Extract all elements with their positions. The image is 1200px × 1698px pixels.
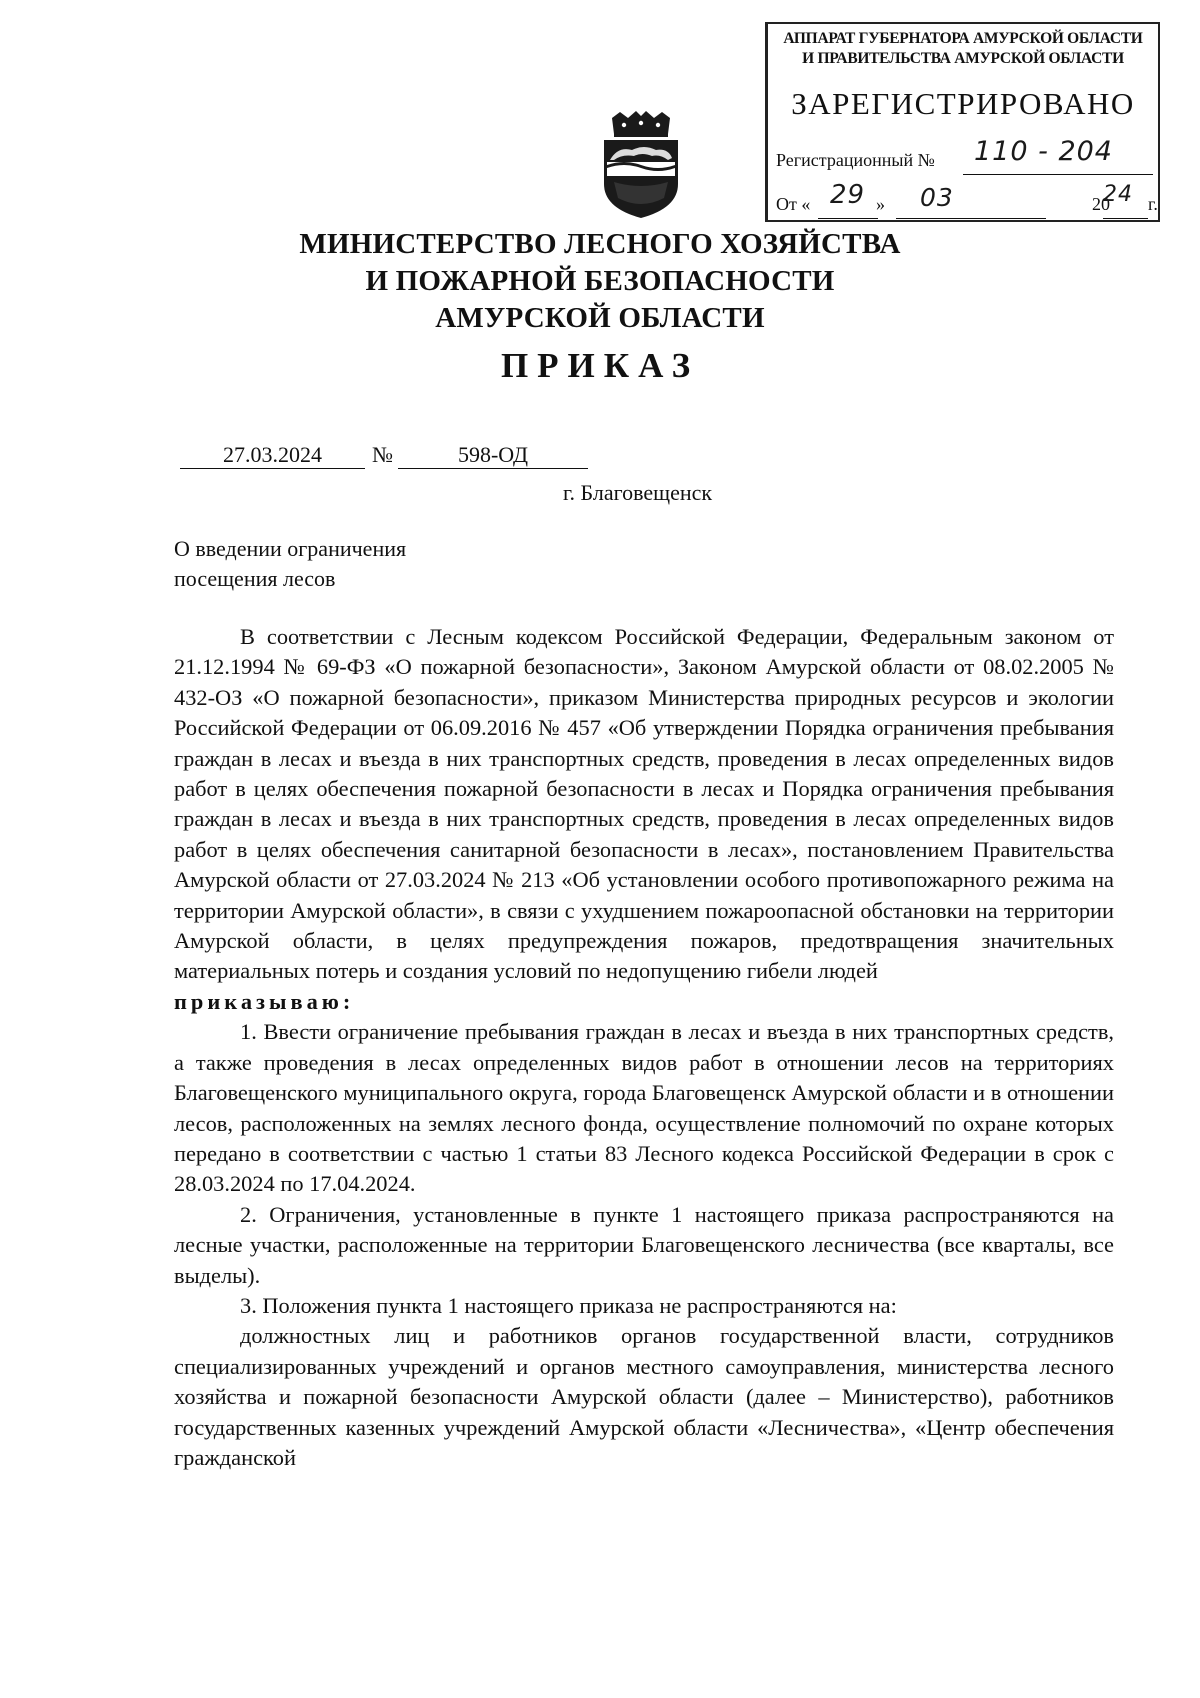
stamp-year-prefix: 20 bbox=[1092, 194, 1110, 214]
stamp-month-underline bbox=[896, 218, 1046, 219]
subject-line2: посещения лесов bbox=[174, 566, 336, 591]
order-date: 27.03.2024 bbox=[180, 442, 365, 469]
ministry-name bbox=[0, 226, 1200, 337]
stamp-org-line2: И ПРАВИТЕЛЬСТВА АМУРСКОЙ ОБЛАСТИ bbox=[802, 50, 1124, 67]
item-2-paragraph: 2. Ограничения, установленные в пункте 1 настоящего приказа распространяются на лесные участки, расположенные на территории Благовещенского лесничества (все кварталы, все выделы). bbox=[174, 1201, 1114, 1288]
order-number: 598-ОД bbox=[398, 442, 588, 469]
ministry-line1: МИНИСТЕРСТВО ЛЕСНОГО ХОЗЯЙСТВА bbox=[299, 228, 901, 260]
stamp-date-from: От « bbox=[776, 194, 811, 214]
stamp-title: ЗАРЕГИСТРИРОВАНО bbox=[791, 86, 1135, 121]
stamp-reg-number: 110 - 204 bbox=[974, 136, 1113, 167]
item-3-text-paragraph: должностных лиц и работников органов государственной власти, сотрудников специализированных учреждений и органов местного самоуправления, министерства лесного хозяйства и пожарной безопасности Амурской области (далее – Министерство), работников государственных казенных учреждений Амурской области «Лесничества», «Центр обеспечения гражданской bbox=[174, 1323, 1114, 1470]
registration-stamp bbox=[765, 22, 1160, 222]
order-city: г. Благовещенск bbox=[563, 480, 713, 505]
stamp-reg-underline bbox=[963, 174, 1153, 175]
stamp-day-underline bbox=[818, 218, 878, 219]
order-body bbox=[174, 622, 1114, 1473]
preamble-paragraph: В соответствии с Лесным кодексом Российской Федерации, Федеральным законом от 21.12.1994 № 69-ФЗ «О пожарной безопасности», Законом Амурской области от 08.02.2005 № 432-ОЗ «О пожарной безопасности», приказом Министерства природных ресурсов и экологии Российской Федерации от 06.09.2016 № 457 «Об утверждении Порядка ограничения пребывания граждан в лесах и въезда в них транспортных средств, проведения в лесах определенных видов работ в целях обеспечения пожарной безопасности в лесах и Порядка ограничения пребывания граждан в лесах и въезда в них транспортных средств, проведения в лесах определенных видов работ в целях обеспечения санитарной безопасности в лесах», постановлением Правительства Амурской области от 27.03.2024 № 213 «Об установлении особого противопожарного режима на территории Амурской области», в связи с ухудшением пожароопасной обстановки на территории Амурской области, в целях предупреждения пожаров, предотвращения значительных материальных потерь и создания условий по недопущению гибели людей bbox=[174, 624, 1114, 984]
item-1-paragraph: 1. Ввести ограничение пребывания граждан в лесах и въезда в них транспортных средств, а также проведения в лесах определенных видов работ в отношении лесов на территориях Благовещенского муниципального округа, города Благовещенск Амурской области и в отношении лесов, расположенных на землях лесного фонда, осуществление полномочий по охране которых передано в соответствии с частью 1 статьи 83 Лесного кодекса Российской Федерации в срок с 28.03.2024 по 17.04.2024. bbox=[174, 1019, 1114, 1197]
document-type-title: ПРИКАЗ bbox=[500, 346, 700, 385]
decree-word: приказываю: bbox=[174, 988, 355, 1014]
stamp-day: 29 bbox=[830, 180, 866, 210]
stamp-year-suffix: 24 bbox=[1103, 182, 1133, 207]
item-3-paragraph: 3. Положения пункта 1 настоящего приказа не распространяются на: bbox=[240, 1292, 897, 1318]
stamp-year-underline bbox=[1103, 218, 1148, 219]
stamp-quote-close: » bbox=[876, 194, 885, 214]
decree-line bbox=[174, 987, 1114, 1017]
subject-line1: О введении ограничения bbox=[174, 536, 407, 561]
stamp-year-unit: г. bbox=[1148, 194, 1158, 214]
stamp-org-line1: АППАРАТ ГУБЕРНАТОРА АМУРСКОЙ ОБЛАСТИ bbox=[783, 30, 1143, 47]
amur-coat-of-arms-icon bbox=[598, 110, 684, 220]
stamp-month: 03 bbox=[920, 183, 954, 212]
ministry-line2: И ПОЖАРНОЙ БЕЗОПАСНОСТИ bbox=[365, 265, 835, 297]
stamp-reg-label: Регистрационный № bbox=[776, 150, 935, 170]
order-number-sign: № bbox=[372, 442, 393, 467]
ministry-line3: АМУРСКОЙ ОБЛАСТИ bbox=[435, 302, 765, 334]
order-subject bbox=[174, 534, 406, 594]
